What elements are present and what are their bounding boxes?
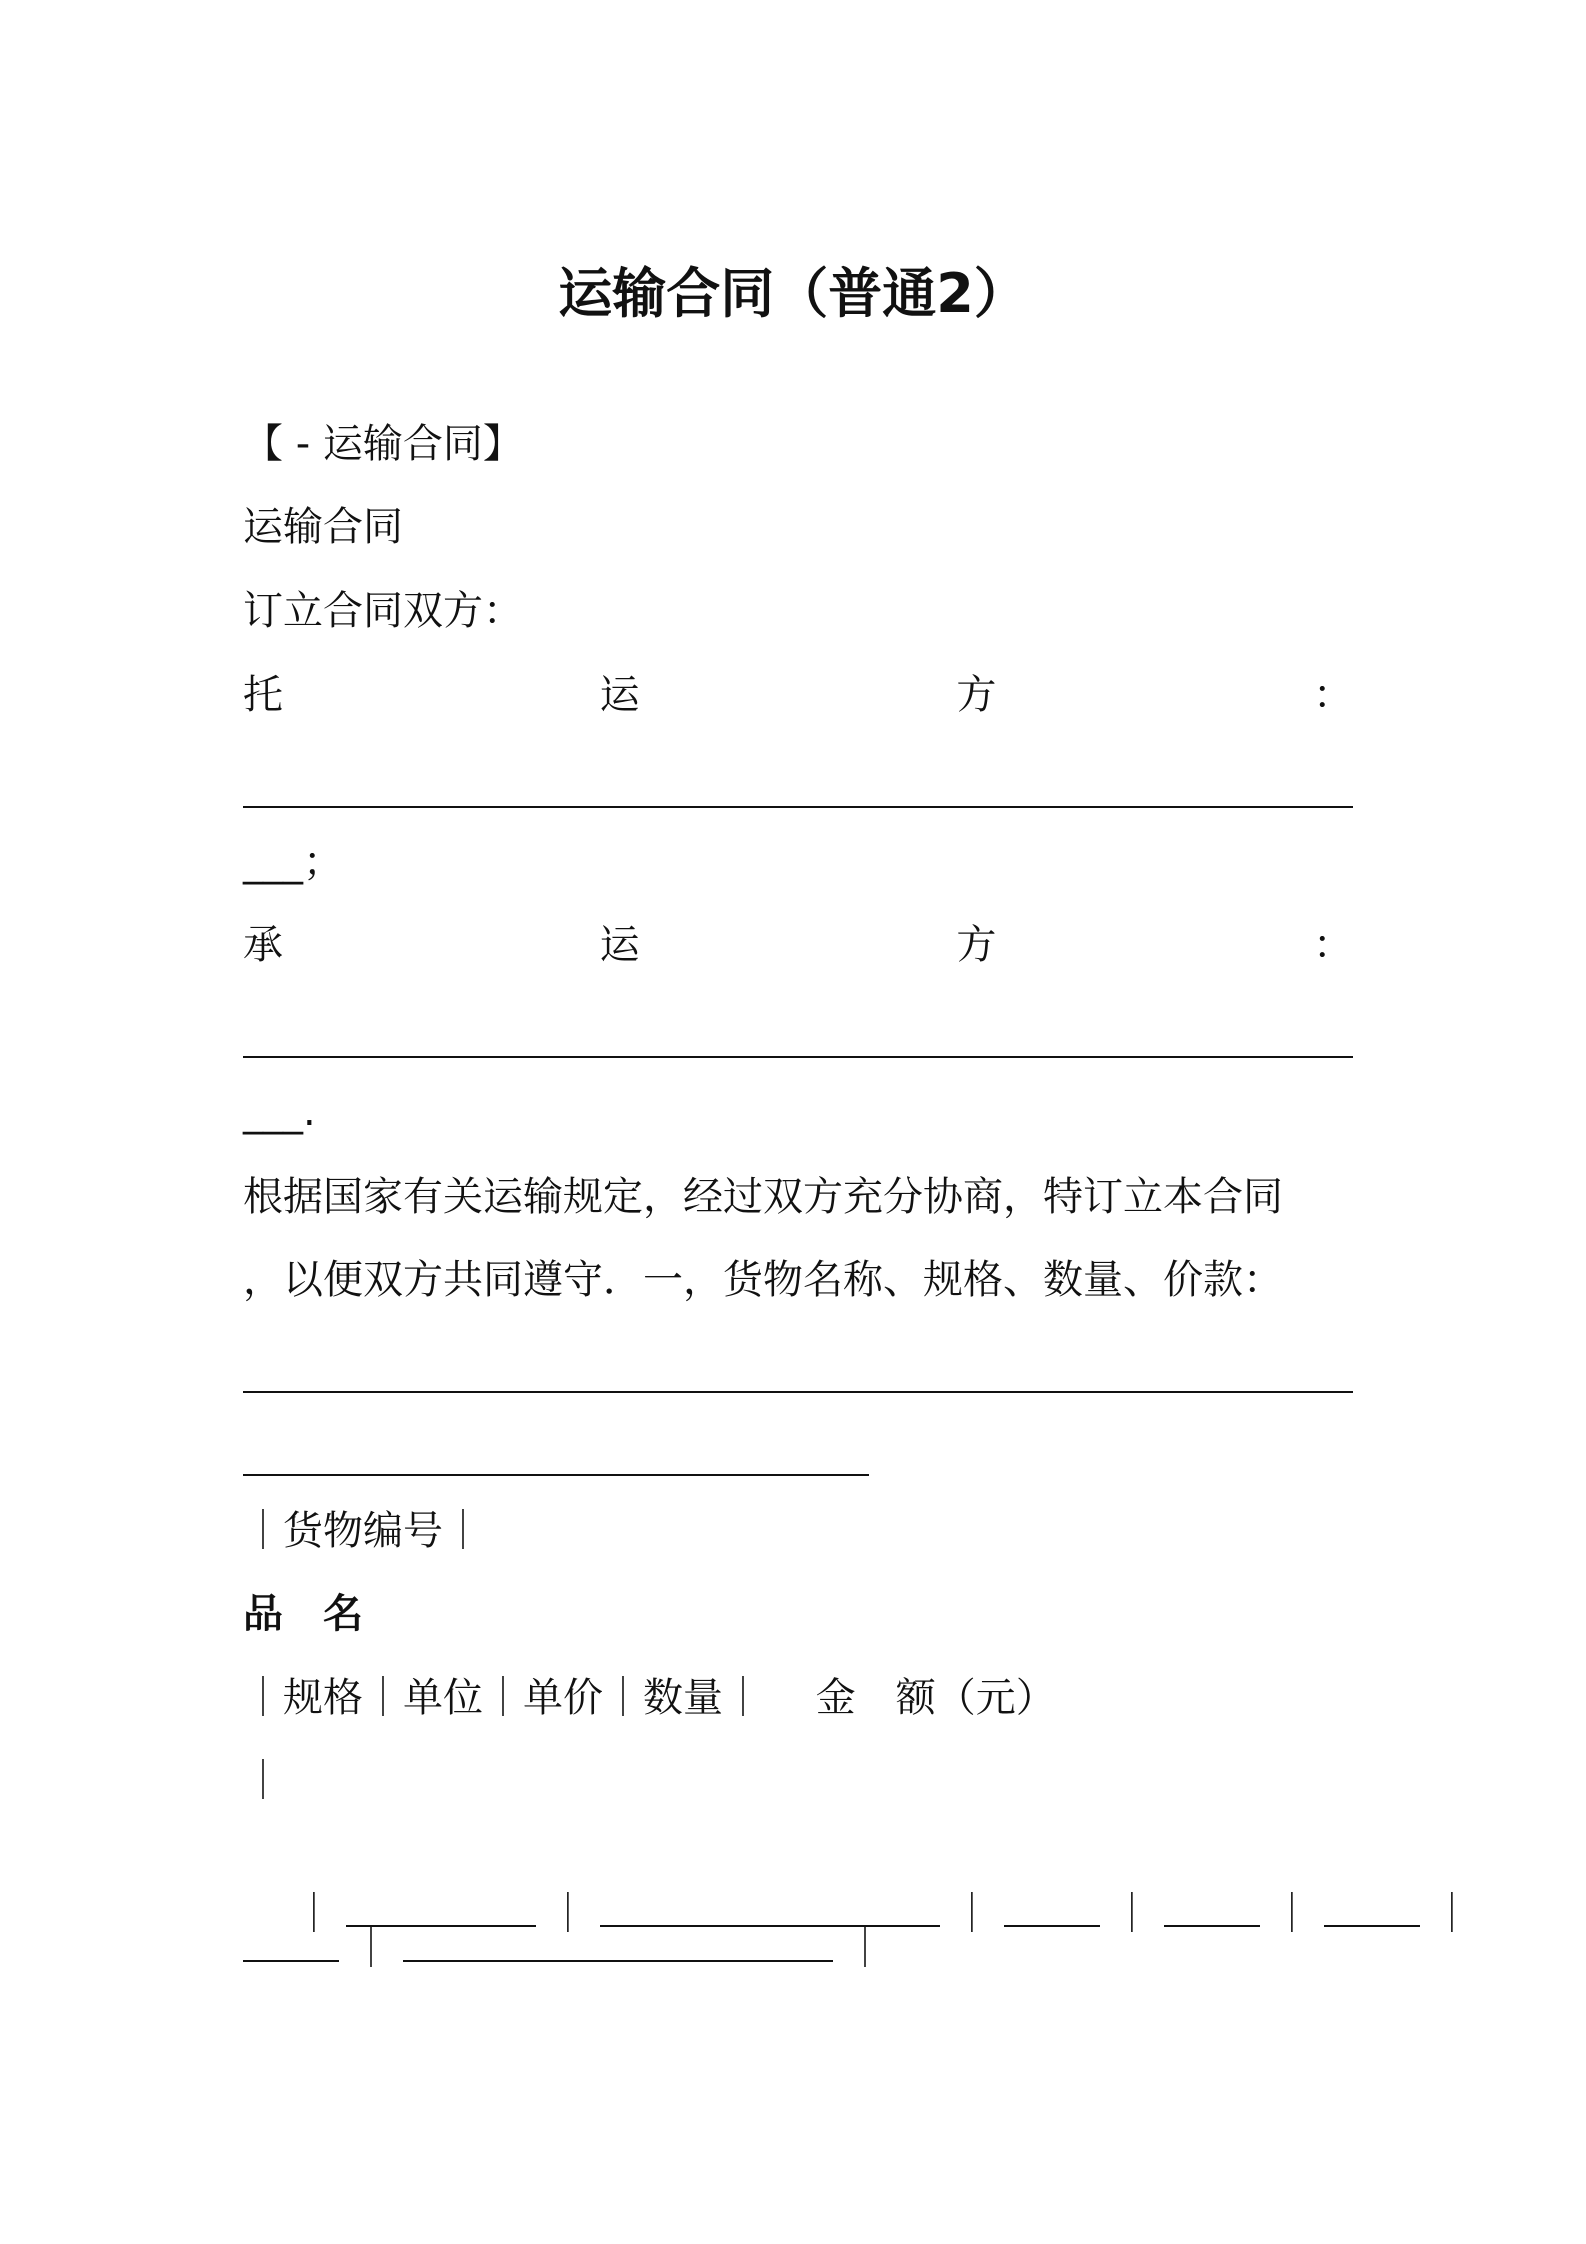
carrier-char-2: 运 xyxy=(599,922,640,968)
parties-intro: 订立合同双方： xyxy=(243,588,523,634)
carrier-fill-line xyxy=(243,1056,1353,1058)
blank-amount xyxy=(403,1924,833,1962)
table-sep: ｜ xyxy=(1271,1891,1312,1937)
consignor-char-1: 托 xyxy=(243,672,283,718)
consignor-char-2: 运 xyxy=(599,672,640,718)
carrier-fill-end: ___. xyxy=(243,1089,316,1135)
carrier-char-3: 方 xyxy=(956,922,997,968)
table-sep: ｜ xyxy=(293,1891,334,1937)
table-header-columns: ｜规格｜单位｜单价｜数量｜ 金 额（元） xyxy=(243,1675,1056,1721)
table-sep: ｜ xyxy=(1431,1891,1472,1937)
body-paragraph-line-1: 根据国家有关运输规定，经过双方充分协商，特订立本合同 xyxy=(243,1174,1283,1220)
blank-unit-price xyxy=(1324,1889,1420,1927)
carrier-char-1: 承 xyxy=(243,922,283,968)
blank-product-name xyxy=(600,1889,940,1927)
goods-fill-line-2 xyxy=(243,1474,869,1476)
document-name: 运输合同 xyxy=(243,504,403,550)
blank-spec xyxy=(1004,1889,1100,1927)
table-sep: ｜ xyxy=(951,1891,992,1937)
goods-fill-line-1 xyxy=(243,1391,1353,1393)
section-heading: 【 - 运输合同】 xyxy=(243,421,523,467)
blank-goods-no xyxy=(346,1889,536,1927)
consignor-colon: ： xyxy=(1312,672,1353,718)
document-title: 运输合同（普通2） xyxy=(558,262,1028,325)
table-sep: ｜ xyxy=(547,1891,588,1937)
table-header-goods-no: ｜货物编号｜ xyxy=(243,1508,483,1554)
consignor-fill-line xyxy=(243,806,1353,808)
table-header-product-name: 品 名 xyxy=(243,1591,363,1637)
table-blank-row-continued xyxy=(243,1924,885,1973)
carrier-label xyxy=(243,921,1353,969)
table-sep: ｜ xyxy=(351,1926,391,1972)
table-sep: ｜ xyxy=(845,1926,885,1972)
consignor-fill-end: ___； xyxy=(243,839,343,885)
consignor-char-3: 方 xyxy=(956,672,997,718)
table-header-end: ｜ xyxy=(243,1758,283,1804)
body-paragraph-line-2: ，以便双方共同遵守．一，货物名称、规格、数量、价款： xyxy=(243,1257,1283,1303)
consignor-label xyxy=(243,671,1353,719)
carrier-colon: ： xyxy=(1312,922,1353,968)
table-sep: ｜ xyxy=(1111,1891,1152,1937)
blank-unit xyxy=(1164,1889,1260,1927)
blank-quantity xyxy=(243,1924,339,1962)
